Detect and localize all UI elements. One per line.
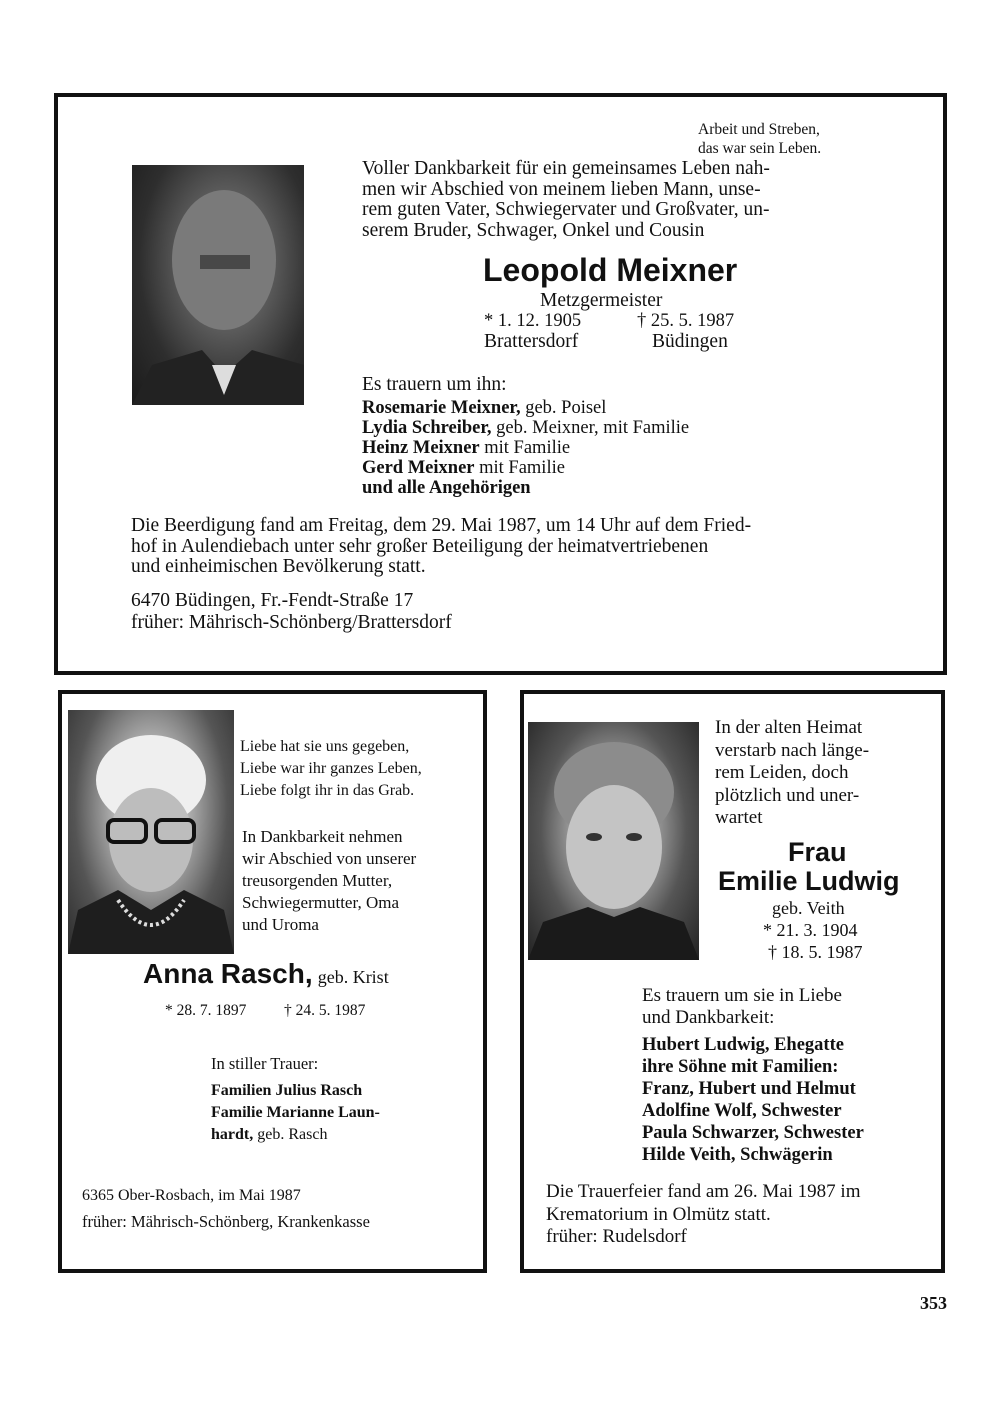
mourners-intro: In stiller Trauer:	[211, 1054, 319, 1073]
intro-line: serem Bruder, Schwager, Onkel und Cousin	[362, 219, 705, 241]
ceremony-text	[546, 1181, 860, 1249]
verse-block	[240, 736, 422, 802]
mourner-name: Lydia Schreiber,	[362, 418, 492, 438]
former-residence: früher: Mährisch-Schönberg/Brattersdorf	[131, 612, 452, 633]
page-number: 353	[920, 1293, 947, 1313]
mourner-detail: geb. Meixner, mit Familie	[491, 418, 690, 438]
profession: Metzgermeister	[540, 290, 663, 311]
mourner-name: hardt,	[211, 1126, 254, 1143]
intro-line: plötzlich und uner-	[715, 784, 860, 806]
thanks-line: wir Abschied von unserer	[242, 849, 417, 868]
died-date: † 25. 5. 1987	[637, 311, 735, 331]
funeral-line: Die Beerdigung fand am Freitag, dem 29. Mai 1987, um 14 Uhr auf dem Fried-	[131, 515, 752, 536]
died-date: † 18. 5. 1987	[768, 942, 863, 962]
mourner-line: Hubert Ludwig, Ehegatte	[642, 1035, 844, 1055]
address: 6365 Ober-Rosbach, im Mai 1987	[82, 1187, 301, 1204]
thanks-line: treusorgenden Mutter,	[242, 871, 393, 890]
mourner-line: Hilde Veith, Schwägerin	[642, 1145, 833, 1165]
intro-line: verstarb nach länge-	[715, 739, 870, 761]
intro-line: wartet	[715, 807, 763, 828]
mourner-line: Paula Schwarzer, Schwester	[642, 1123, 864, 1143]
mourner-name: Gerd Meixner	[362, 458, 475, 478]
deceased-name: Anna Rasch,	[143, 958, 313, 989]
ceremony-line: Die Trauerfeier fand am 26. Mai 1987 im	[546, 1181, 861, 1202]
portrait-emilie-ludwig	[528, 722, 699, 960]
mourner-detail: geb. Poisel	[520, 398, 607, 418]
portrait-figure-icon	[132, 165, 304, 405]
portrait-anna-rasch	[68, 710, 234, 954]
portrait-leopold-meixner	[132, 165, 304, 405]
mourner-name: und alle Angehörigen	[362, 478, 531, 498]
funeral-line: und einheimischen Bevölkerung statt.	[131, 556, 426, 577]
verse-line: Liebe folgt ihr in das Grab.	[240, 782, 415, 799]
mourner-detail: mit Familie	[479, 438, 571, 458]
maiden-name: geb. Veith	[772, 898, 845, 918]
motto-block	[698, 120, 821, 158]
address: 6470 Büdingen, Fr.-Fendt-Straße 17	[131, 590, 414, 611]
thanks-text	[242, 826, 462, 936]
born-date: * 21. 3. 1904	[763, 920, 858, 940]
thanks-line: und Uroma	[242, 915, 319, 934]
deceased-name: Leopold Meixner	[483, 252, 738, 288]
mourner-line: Franz, Hubert und Helmut	[642, 1079, 856, 1099]
mourner-line: Familie Marianne Laun-	[211, 1104, 380, 1121]
motto-line: das war sein Leben.	[698, 140, 822, 157]
mourner-line	[362, 418, 689, 438]
mourners-intro: Es trauern um ihn:	[362, 374, 507, 395]
former-residence: früher: Mährisch-Schönberg, Krankenkasse	[82, 1212, 370, 1231]
thanks-line: Schwiegermutter, Oma	[242, 893, 399, 912]
intro-line: Voller Dankbarkeit für ein gemeinsames Leben nah-	[362, 158, 770, 179]
motto-line: Arbeit und Streben,	[698, 121, 820, 138]
portrait-figure-icon	[528, 722, 699, 960]
mourner-name: Rosemarie Meixner,	[362, 398, 521, 418]
mourners-intro-line: und Dankbarkeit:	[642, 1007, 775, 1028]
born-place: Brattersdorf	[484, 331, 579, 352]
mourners-intro	[642, 985, 842, 1029]
ceremony-line: Krematorium in Olmütz statt.	[546, 1203, 771, 1225]
mourner-line: ihre Söhne mit Familien:	[642, 1057, 839, 1077]
mourners-list	[642, 1034, 864, 1166]
mourners-list	[211, 1080, 380, 1146]
ceremony-line: früher: Rudelsdorf	[546, 1226, 687, 1247]
born-date: * 28. 7. 1897	[165, 1002, 247, 1019]
verse-line: Liebe war ihr ganzes Leben,	[240, 760, 422, 777]
mourners-list	[362, 398, 689, 498]
born-date: * 1. 12. 1905	[484, 311, 582, 331]
mourner-line	[362, 398, 689, 418]
deceased-name: Emilie Ludwig	[718, 866, 900, 896]
intro-line: rem guten Vater, Schwiegervater und Großvater, un-	[362, 199, 770, 220]
mourner-detail: geb. Rasch	[253, 1126, 328, 1143]
intro-line: men wir Abschied von meinem lieben Mann, unse-	[362, 178, 761, 200]
verse-line: Liebe hat sie uns gegeben,	[240, 738, 410, 755]
funeral-line: hof in Aulendiebach unter sehr großer Beteiligung der heimatvertriebenen	[131, 535, 709, 557]
mourner-name: Heinz Meixner	[362, 438, 480, 458]
deceased-title: Frau	[788, 837, 847, 867]
funeral-text	[131, 516, 751, 578]
mourner-line	[362, 458, 689, 478]
deceased-name-line	[143, 958, 389, 990]
mourner-line	[211, 1124, 380, 1146]
portrait-figure-icon	[68, 710, 234, 954]
intro-text	[362, 159, 770, 241]
mourner-line	[362, 438, 689, 458]
thanks-line: In Dankbarkeit nehmen	[242, 827, 403, 846]
mourner-detail: mit Familie	[474, 458, 565, 478]
intro-line: rem Leiden, doch	[715, 762, 849, 783]
died-place: Büdingen	[652, 331, 728, 352]
mourner-line	[362, 478, 689, 498]
died-date: † 24. 5. 1987	[284, 1002, 366, 1019]
intro-line: In der alten Heimat	[715, 717, 863, 738]
mourners-intro-line: Es trauern um sie in Liebe	[642, 985, 842, 1006]
maiden-name: geb. Krist	[317, 967, 389, 987]
mourner-line: Familien Julius Rasch	[211, 1082, 363, 1099]
mourner-line: Adolfine Wolf, Schwester	[642, 1101, 842, 1121]
intro-text	[715, 717, 922, 830]
